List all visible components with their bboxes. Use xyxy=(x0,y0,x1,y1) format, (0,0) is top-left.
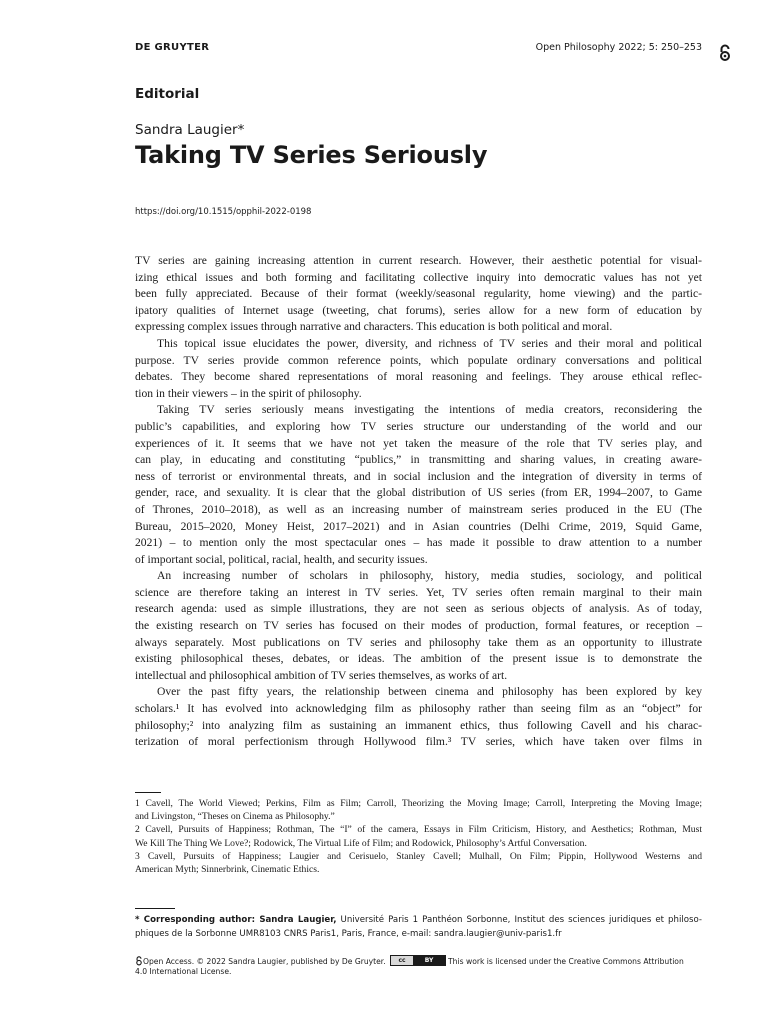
cc-badge-left: cc xyxy=(391,956,413,965)
footnote-divider xyxy=(135,792,161,793)
footnote-line: and Livingston, “Theses on Cinema as Philosophy.” xyxy=(135,811,335,823)
body-text-line: gender, race, and sexuality. It is clear that the global distribution of US series (from ER, 1994–2007, to Game xyxy=(135,486,702,500)
journal-reference: Open Philosophy 2022; 5: 250–253 xyxy=(535,42,702,53)
body-text-line: Bureau, 2015–2020, Money Heist, 2017–2021) and in Asian countries (Delhi Crime, 2019, Squid Game, xyxy=(135,519,702,533)
open-access-icon xyxy=(719,44,731,62)
body-text-line: experiences of it. It seems that we have not yet taken the measure of the role that TV series play, and xyxy=(135,436,702,450)
cc-badge-right: BY xyxy=(413,956,445,965)
body-text-line: expressing complex issues through narrative and characters. This education is both political and moral. xyxy=(135,320,613,334)
body-text-line: public’s capabilities, and exploring how TV series structure our understanding of the world and our xyxy=(135,419,702,433)
body-text-line: TV series are gaining increasing attention in current research. However, their aesthetic potential for visual- xyxy=(135,254,702,267)
doi-link[interactable]: https://doi.org/10.1515/opphil-2022-0198 xyxy=(135,207,312,217)
body-text-line: ipatory qualities of Internet usage (tweeting, chat forums), series allow for a new form of education by xyxy=(135,303,702,317)
license-line-2: 4.0 International License. xyxy=(135,967,232,976)
footnote-line: American Myth; Sinnerbrink, Cinematic Ethics. xyxy=(135,863,320,875)
body-text-line: terization of moral perfectionism through Hollywood film.³ TV series, which have taken over films in xyxy=(135,735,702,749)
body-text-line: of Thrones, 2010–2018), as well as an increasing number of mainstream series produced in the EU (The xyxy=(135,502,702,516)
body-text-line: This topical issue elucidates the power, diversity, and richness of TV series and their moral and political xyxy=(157,336,702,350)
body-text-line: the existing research on TV series has focused on their modes of production, formal features, or reception – xyxy=(135,619,702,633)
body-text-line: research agenda: used as simple illustrations, they are not seen as serious objects of analysis. As of today, xyxy=(135,602,702,616)
running-header xyxy=(135,42,702,56)
body-text-line: philosophy;² into analyzing film as sustaining an immanent ethics, thus following Cavell and his charac- xyxy=(135,718,702,732)
footnote-line: 2 Cavell, Pursuits of Happiness; Rothman, The “I” of the camera, Essays in Film Criticism, History, and Aesthetics; Rothman, Must xyxy=(135,824,702,836)
body-text-line: Over the past fifty years, the relationship between cinema and philosophy has been explored by key xyxy=(157,685,702,699)
body-text-line: science are therefore taking an interest in TV series. Yet, TV series often remain marginal to their main xyxy=(135,585,702,599)
body-text-line: tion in their viewers – in the spirit of philosophy. xyxy=(135,386,362,400)
publisher-logo: DE GRUYTER xyxy=(135,42,210,53)
license-note xyxy=(135,955,702,977)
body-text-line: izing ethical issues and both forming and facilitating collective inquiry into democratic values has not yet xyxy=(135,270,702,284)
body-text-line: debates. They become shared representations of moral reasoning and feelings. They arouse ethical reflec- xyxy=(135,370,702,384)
body-text-line: ness of terrorist or environmental threats, and in social inclusion and the integration of diversity in terms of xyxy=(135,469,702,483)
footnotes xyxy=(135,797,702,876)
body-text-line: scholars.¹ It has evolved into acknowledging film as philosophy rather than seeing film as an “object” for xyxy=(135,702,702,716)
body-text-line: intellectual and philosophical ambition of TV series themselves, as works of art. xyxy=(135,668,508,682)
article-body xyxy=(135,253,702,751)
correspondence-line-1 xyxy=(135,913,702,927)
body-text-line: of important social, political, racial, health, and security issues. xyxy=(135,552,428,566)
section-label: Editorial xyxy=(135,86,200,102)
body-text-line: always separately. Most publications on TV series and philosophy take them as an opportunity to illustrate xyxy=(135,635,702,649)
body-text-line: been fully appreciated. Because of their format (weekly/seasonal regularity, home viewing) and the partic- xyxy=(135,287,702,301)
body-text-line: existing philosophical theses, debates, or ideas. The ambition of the present issue is to demonstrate the xyxy=(135,652,702,666)
correspondence-affiliation: Université Paris 1 Panthéon Sorbonne, Institut des sciences juridiques et philoso- xyxy=(336,915,702,925)
body-text-line: 2021) – to mention only the most spectacular ones – has made it possible to draw attention to a number xyxy=(135,536,702,550)
body-text-line: can play, in educating and constituting “publics,” in transmitting and sharing values, in creating aware- xyxy=(135,453,702,467)
correspondence-divider xyxy=(135,908,175,909)
footnote-line: 1 Cavell, The World Viewed; Perkins, Film as Film; Carroll, Theorizing the Moving Image; Carroll, Interpreting the Moving Image; xyxy=(135,798,702,809)
correspondence xyxy=(135,913,702,941)
license-line-1 xyxy=(135,955,702,966)
body-text-line: purpose. TV series provide common reference points, which populate ordinary conversations and political xyxy=(135,353,702,367)
license-open-access: Open Access. © 2022 Sandra Laugier, published by De Gruyter. xyxy=(143,957,386,966)
footnote-line: 3 Cavell, Pursuits of Happiness; Laugier and Cerisuelo, Stanley Cavell; Mulhall, On Film; Pippin, Hollywood Westerns and xyxy=(135,850,702,862)
footnote-line: We Kill The Thing We Love?; Rodowick, The Virtual Life of Film; and Rodowick, Philosophy’s Artful Conversation. xyxy=(135,837,587,849)
author-name: Sandra Laugier* xyxy=(135,122,245,138)
open-access-small-icon xyxy=(135,956,143,966)
cc-by-badge-icon[interactable] xyxy=(390,955,446,966)
correspondence-label: * Corresponding author: Sandra Laugier, xyxy=(135,915,337,925)
body-text-line: An increasing number of scholars in philosophy, history, media studies, sociology, and political xyxy=(157,569,702,583)
license-statement: This work is licensed under the Creative Commons Attribution xyxy=(448,957,684,966)
body-text-line: Taking TV series seriously means investigating the intentions of media creators, reconsidering the xyxy=(157,403,702,417)
article-title: Taking TV Series Seriously xyxy=(135,141,488,169)
correspondence-line-2: phiques de la Sorbonne UMR8103 CNRS Paris1, Paris, France, e-mail: sandra.laugier@univ-paris1.fr xyxy=(135,929,562,939)
